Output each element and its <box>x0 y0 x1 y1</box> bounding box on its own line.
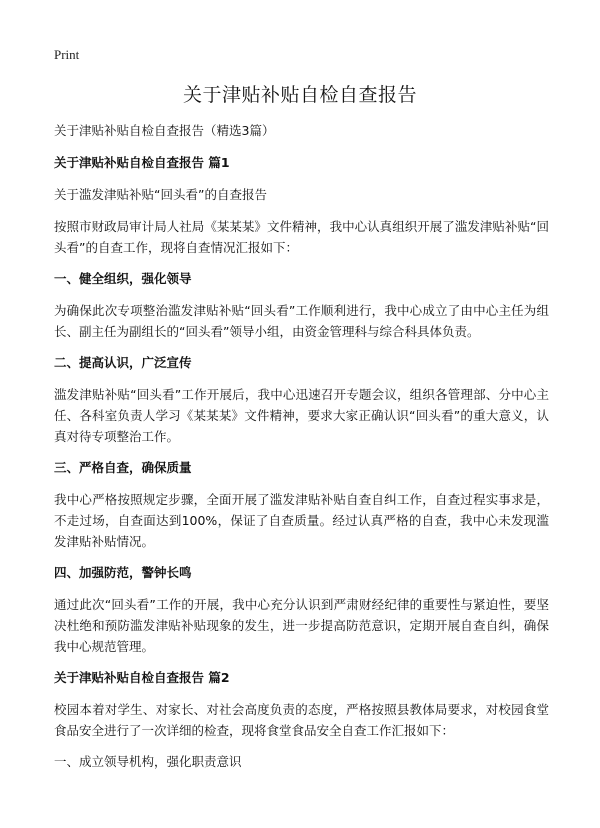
part1-intro: 关于滥发津贴补贴“回头看”的自查报告 <box>54 187 267 202</box>
section4-paragraph: 通过此次“回头看”工作的开展，我中心充分认识到严肃财经纪律的重要性与紧迫性，要坚决杜绝和预防滥发津贴补贴现象的发生，进一步提高防范意识，定期开展自查自纠，确保我中心规范管理。 <box>54 597 549 654</box>
document-body <box>54 120 549 783</box>
part2-item1: 一、成立领导机构，强化职责意识 <box>54 754 242 769</box>
part1-heading: 关于津贴补贴自检自查报告 篇1 <box>54 155 230 170</box>
section4-heading: 四、加强防范，警钟长鸣 <box>54 565 192 580</box>
section1-heading: 一、健全组织，强化领导 <box>54 271 192 286</box>
section2-paragraph: 滥发津贴补贴“回头看”工作开展后，我中心迅速召开专题会议，组织各管理部、分中心主任、各科室负责人学习《某某某》文件精神，要求大家正确认识“回头看”的重大意义，认真对待专项整治工作。 <box>54 387 549 444</box>
section1-paragraph: 为确保此次专项整治滥发津贴补贴“回头看”工作顺利进行，我中心成立了由中心主任为组长、副主任为副组长的“回头看”领导小组，由资金管理科与综合科具体负责。 <box>54 303 549 339</box>
section2-heading: 二、提高认识，广泛宣传 <box>54 355 192 370</box>
document-title: 关于津贴补贴自检自查报告 <box>182 84 417 106</box>
part2-paragraph: 校园本着对学生、对家长、对社会高度负责的态度，严格按照县教体局要求，对校园食堂食品安全进行了一次详细的检查，现将食堂食品安全自查工作汇报如下： <box>54 702 549 738</box>
section3-heading: 三、严格自查，确保质量 <box>54 460 192 475</box>
document-subtitle: 关于津贴补贴自检自查报告（精选3篇） <box>54 123 275 138</box>
section3-paragraph: 我中心严格按照规定步骤，全面开展了滥发津贴补贴自查自纠工作，自查过程实事求是，不走过场，自查面达到100%，保证了自查质量。经过认真严格的自查，我中心未发现滥发津贴补贴情况。 <box>54 492 549 549</box>
part2-heading: 关于津贴补贴自检自查报告 篇2 <box>54 670 230 685</box>
print-label: Print <box>54 47 80 62</box>
part1-paragraph: 按照市财政局审计局人社局《某某某》文件精神，我中心认真组织开展了滥发津贴补贴“回头看”的自查工作，现将自查情况汇报如下： <box>54 219 549 255</box>
